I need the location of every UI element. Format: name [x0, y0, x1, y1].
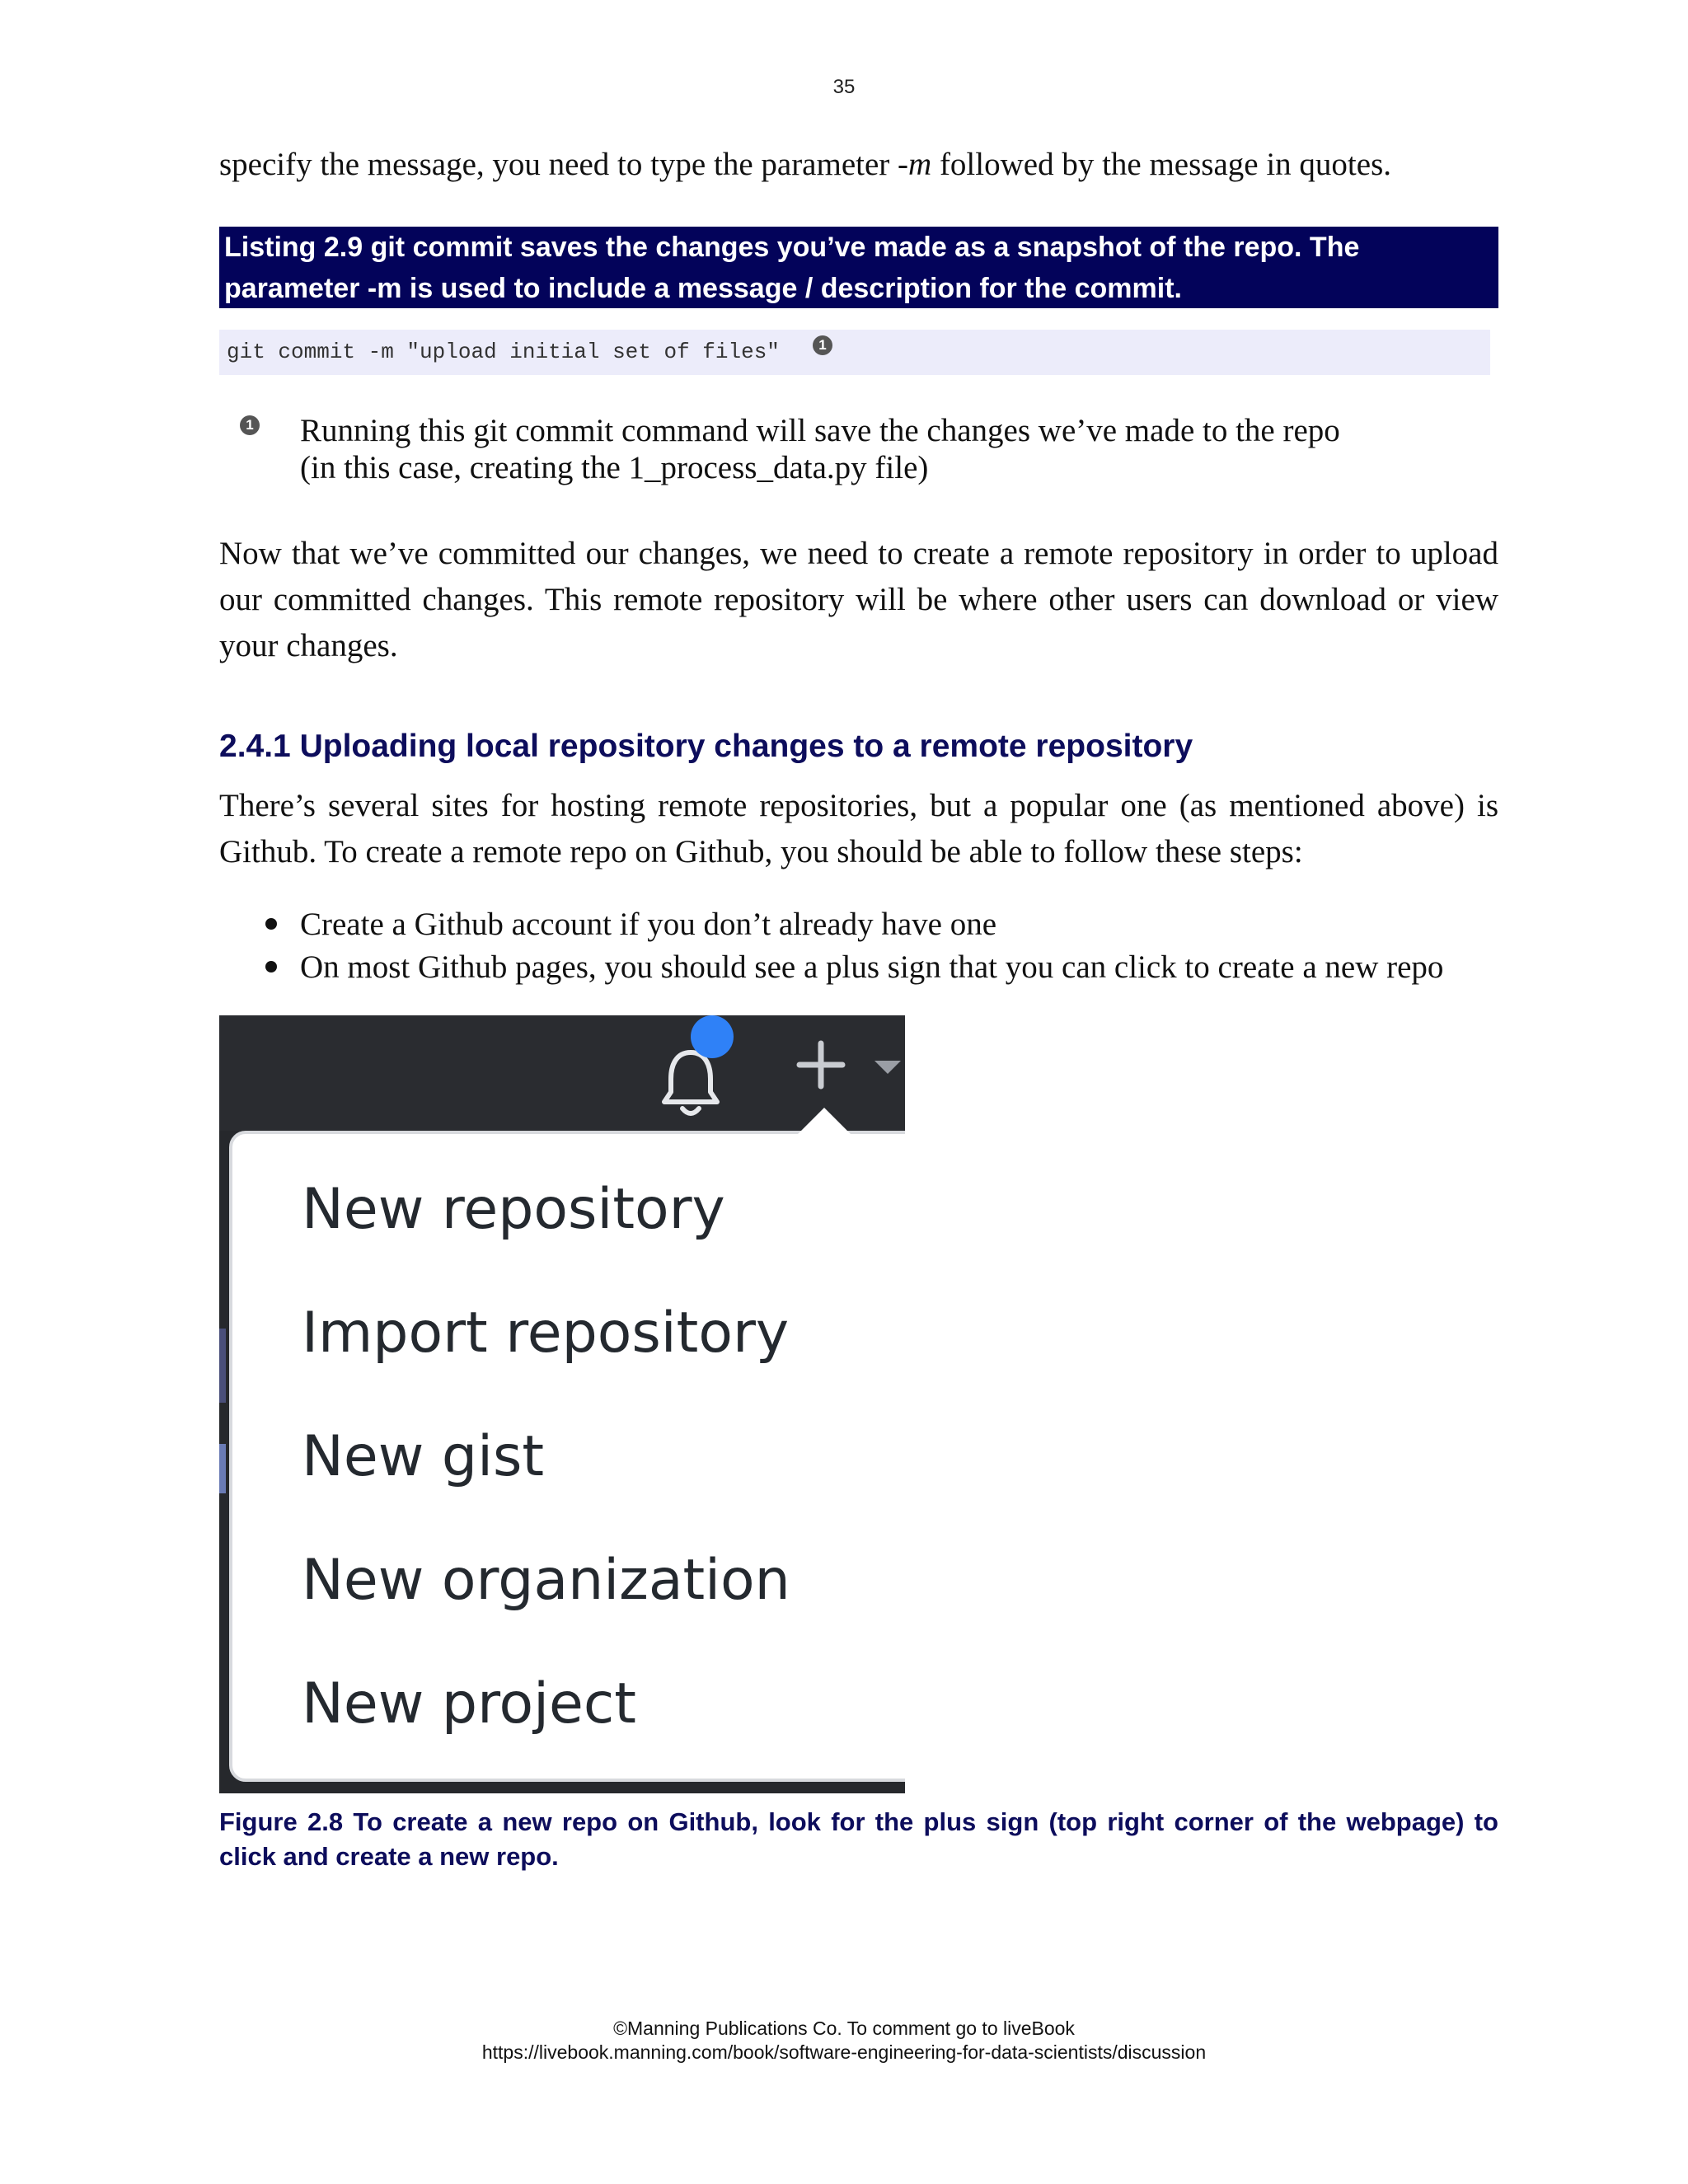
annotation-text	[300, 412, 1454, 486]
menu-item-new-organization[interactable]: New organization	[302, 1548, 790, 1613]
menu-item-new-repository[interactable]: New repository	[302, 1177, 725, 1242]
body-paragraph: Now that we’ve committed our changes, we need to create a remote repository in order to upload our committed changes. This remote repository will be where other users can download or view your changes.	[219, 536, 1498, 663]
background-strip	[219, 1444, 226, 1493]
listing-title-line1: Listing 2.9 git commit saves the changes you’ve made as a snapshot of the repo. The	[224, 232, 1360, 263]
list-item-text: On most Github pages, you should see a plus sign that you can click to create a new repo	[300, 949, 1444, 985]
list-item-text: Create a Github account if you don’t already have one	[300, 907, 997, 942]
listing-title-line2: parameter -m is used to include a message / description for the commit.	[224, 273, 1182, 304]
menu-item-new-gist[interactable]: New gist	[302, 1424, 545, 1489]
intro-paragraph	[219, 142, 1498, 188]
callout-marker-icon: 1	[813, 335, 832, 355]
list-item	[219, 903, 1498, 946]
bullet-icon	[265, 918, 277, 930]
intro-text-before: specify the message, you need to type the parameter	[219, 147, 898, 182]
page-number: 35	[832, 76, 856, 98]
listing-banner	[219, 227, 1498, 308]
dropdown-pointer	[796, 1108, 852, 1136]
annotation-line1: Running this git commit command will save the changes we’ve made to the repo	[300, 413, 1340, 448]
steps-list	[219, 903, 1498, 989]
section-heading: 2.4.1 Uploading local repository changes to a remote repository	[219, 729, 1193, 764]
notification-dot-icon	[691, 1015, 734, 1058]
page-footer	[0, 2017, 1688, 2064]
caret-down-icon[interactable]	[874, 1061, 901, 1074]
body-paragraph: There’s several sites for hosting remote repositories, but a popular one (as mentioned above) is Github. To create a remote repo on Github, you should be able to follow these steps:	[219, 788, 1498, 869]
bullet-icon	[265, 961, 277, 972]
footer-url[interactable]: https://livebook.manning.com/book/software-engineering-for-data-scientists/discussion	[481, 2041, 1207, 2063]
code-line: git commit -m "upload initial set of files"	[227, 340, 780, 364]
menu-item-new-project[interactable]: New project	[302, 1671, 636, 1736]
annotation-line2: (in this case, creating the 1_process_data.py file)	[300, 450, 929, 485]
intro-flag: -m	[898, 147, 932, 182]
callout-marker-icon: 1	[240, 415, 260, 435]
footer-copyright: ©Manning Publications Co. To comment go to liveBook	[613, 2018, 1075, 2039]
intro-text-after: followed by the message in quotes.	[931, 147, 1391, 182]
list-item	[219, 946, 1498, 989]
menu-item-import-repository[interactable]: Import repository	[302, 1301, 790, 1366]
figure-caption: Figure 2.8 To create a new repo on Github, look for the plus sign (top right corner of the webpage) to click and create a new repo.	[219, 1807, 1498, 1871]
github-menu-screenshot	[219, 1015, 905, 1793]
plus-icon[interactable]	[796, 1040, 846, 1090]
background-strip	[219, 1329, 226, 1403]
code-block	[219, 330, 1490, 375]
